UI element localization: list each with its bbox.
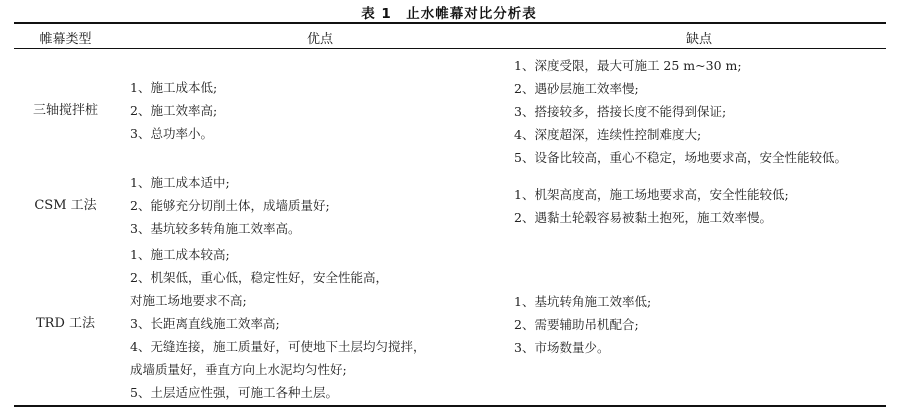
row-pros-csm [130, 171, 330, 240]
row-pros-triaxial [130, 76, 217, 145]
list-item: 2、施工效率高; [130, 103, 218, 118]
top-rule [14, 22, 886, 24]
list-item: 4、深度超深，连续性控制难度大; [514, 127, 702, 142]
table-caption: 表 1 止水帷幕对比分析表 [361, 6, 537, 22]
list-item: 1、施工成本低; [130, 80, 218, 95]
row-type-triaxial: 三轴搅拌桩 [32, 103, 98, 118]
list-item: 3、总功率小。 [130, 126, 213, 141]
list-item: 4、无缝连接，施工质量好，可使地下土层均匀搅拌， [130, 339, 426, 354]
bottom-rule [14, 405, 886, 407]
list-item: 5、设备比较高，重心不稳定，场地要求高，安全性能较低。 [514, 150, 847, 165]
list-item: 2、机架低，重心低，稳定性好，安全性能高， [130, 270, 388, 285]
list-item: 1、施工成本适中; [130, 175, 230, 190]
list-item: 1、深度受限，最大可施工 25 m~30 m; [514, 58, 742, 73]
list-item: 3、长距离直线施工效率高; [130, 316, 280, 331]
list-item: 5、土层适应性强，可施工各种土层。 [130, 385, 338, 400]
header-pros: 优点 [306, 32, 333, 47]
row-pros-trd [130, 243, 425, 404]
list-item: 成墙质量好，垂直方向上水泥均匀性好; [130, 362, 347, 377]
header-type: 帷幕类型 [39, 32, 92, 47]
list-item: 3、搭接较多，搭接长度不能得到保证; [514, 104, 727, 119]
list-item: 2、能够充分切削土体，成墙质量好; [130, 198, 330, 213]
list-item: 2、需要辅助吊机配合; [514, 317, 639, 332]
list-item: 1、施工成本较高; [130, 247, 230, 262]
header-cons: 缺点 [685, 32, 712, 47]
row-cons-trd [514, 290, 651, 359]
list-item: 3、市场数量少。 [514, 340, 610, 355]
list-item: 对施工场地要求不高; [130, 293, 247, 308]
list-item: 2、遇黏土轮毂容易被黏土抱死，施工效率慢。 [514, 210, 772, 225]
list-item: 3、基坑较多转角施工效率高。 [130, 221, 301, 236]
row-cons-csm [514, 183, 789, 229]
list-item: 1、机架高度高，施工场地要求高，安全性能较低; [514, 187, 789, 202]
row-type-csm: CSM 工法 [34, 198, 97, 213]
list-item: 2、遇砂层施工效率慢; [514, 81, 639, 96]
header-rule [14, 48, 886, 49]
row-cons-triaxial [514, 54, 847, 169]
row-type-trd: TRD 工法 [35, 316, 95, 331]
list-item: 1、基坑转角施工效率低; [514, 294, 652, 309]
